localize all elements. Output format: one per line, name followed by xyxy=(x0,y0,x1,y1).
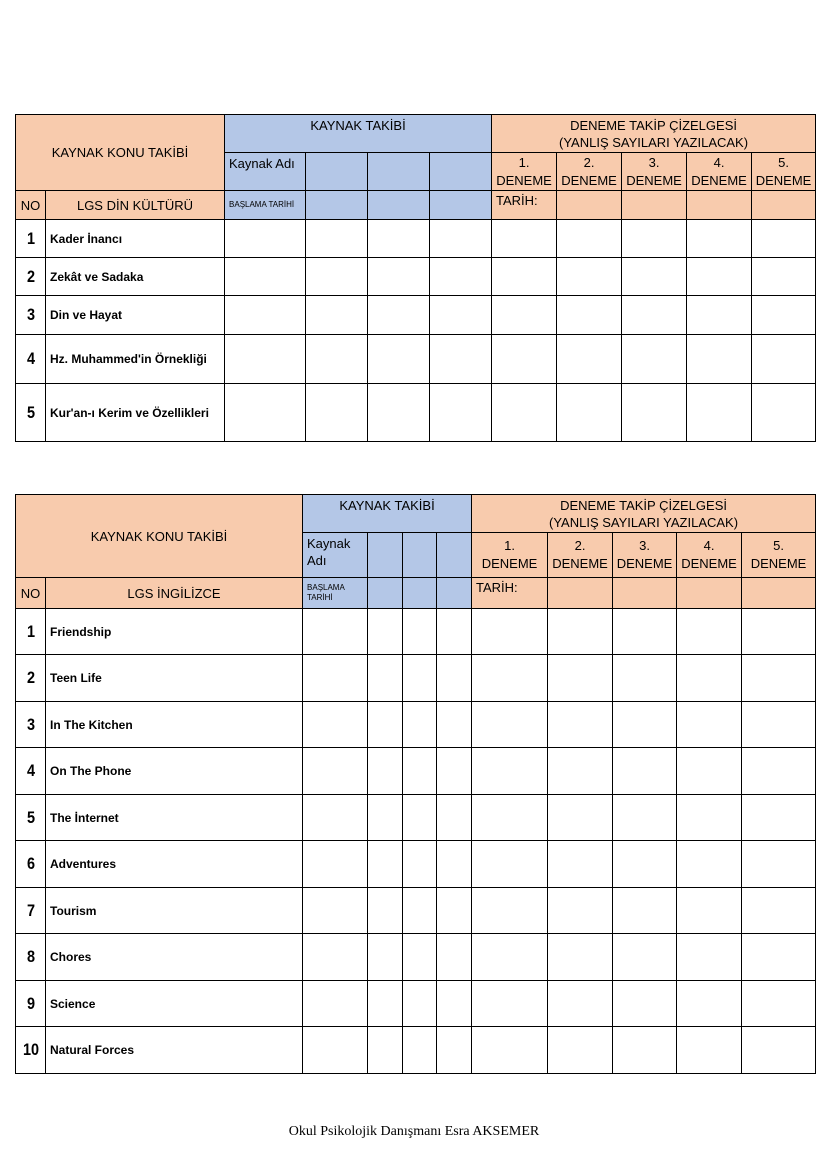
table-row xyxy=(16,609,816,655)
kaynak-adi-input[interactable] xyxy=(306,153,368,191)
kaynak-cell[interactable] xyxy=(368,296,430,335)
deneme-takip-header xyxy=(472,495,816,533)
deneme-5-header xyxy=(742,533,816,578)
deneme-number: 2. xyxy=(583,154,595,170)
tarih-cell xyxy=(472,578,548,609)
deneme-cell[interactable] xyxy=(472,934,548,981)
row-number: 9 xyxy=(18,981,44,1027)
baslama-tarihi-input[interactable] xyxy=(368,191,430,220)
row-number: 5 xyxy=(18,384,44,442)
row-topic: Zekât ve Sadaka xyxy=(46,258,225,296)
deneme-takip-header xyxy=(492,115,816,153)
kaynak-cell[interactable] xyxy=(368,981,403,1027)
deneme-4-header xyxy=(677,533,742,578)
kaynak-adi-input[interactable] xyxy=(368,533,403,578)
deneme-label: DENEME xyxy=(626,172,682,188)
deneme-cell[interactable] xyxy=(613,655,677,702)
deneme-cell[interactable] xyxy=(742,748,816,795)
table-row xyxy=(16,748,816,795)
deneme-title: DENEME TAKİP ÇİZELGESİ xyxy=(560,498,727,513)
row-number: 2 xyxy=(18,258,44,296)
tarih-input[interactable] xyxy=(752,191,816,220)
deneme-label: DENEME xyxy=(481,556,538,571)
kaynak-cell[interactable] xyxy=(437,841,472,888)
kaynak-cell[interactable] xyxy=(430,335,492,384)
deneme-number: 5. xyxy=(773,538,784,553)
deneme-cell[interactable] xyxy=(472,795,548,841)
row-topic: Friendship xyxy=(46,609,303,655)
table-row xyxy=(16,841,816,888)
row-number: 5 xyxy=(18,795,44,841)
kaynak-cell[interactable] xyxy=(368,220,430,258)
deneme-cell[interactable] xyxy=(742,1027,816,1074)
kaynak-cell[interactable] xyxy=(403,981,437,1027)
kaynak-adi-input[interactable] xyxy=(403,533,437,578)
tarih-cell xyxy=(492,191,557,220)
row-number: 2 xyxy=(18,655,44,702)
table-row xyxy=(16,1027,816,1074)
table-row xyxy=(16,981,816,1027)
deneme-cell[interactable] xyxy=(613,888,677,934)
kaynak-takibi-header xyxy=(303,495,472,533)
deneme-number: 3. xyxy=(639,538,650,553)
kaynak-cell[interactable] xyxy=(403,888,437,934)
deneme-cell[interactable] xyxy=(557,258,622,296)
deneme-label: DENEME xyxy=(681,556,737,571)
deneme-cell[interactable] xyxy=(687,384,752,442)
deneme-cell[interactable] xyxy=(687,220,752,258)
deneme-cell[interactable] xyxy=(472,609,548,655)
tarih-input[interactable] xyxy=(557,191,622,220)
deneme-cell[interactable] xyxy=(548,609,613,655)
deneme-cell[interactable] xyxy=(622,258,687,296)
row-topic: Adventures xyxy=(46,841,303,888)
row-number: 4 xyxy=(18,748,44,795)
deneme-cell[interactable] xyxy=(752,258,816,296)
row-number: 7 xyxy=(18,888,44,934)
row-topic: Kur'an-ı Kerim ve Özellikleri xyxy=(46,384,225,442)
deneme-cell[interactable] xyxy=(752,296,816,335)
kaynak-cell[interactable] xyxy=(303,702,368,748)
row-number: 8 xyxy=(18,934,44,981)
deneme-cell[interactable] xyxy=(548,841,613,888)
kaynak-cell[interactable] xyxy=(368,748,403,795)
deneme-1-header xyxy=(492,153,557,191)
deneme-cell[interactable] xyxy=(752,384,816,442)
kaynak-cell[interactable] xyxy=(437,795,472,841)
table-row xyxy=(16,220,816,258)
deneme-cell[interactable] xyxy=(492,384,557,442)
deneme-number: 3. xyxy=(648,154,660,170)
kaynak-adi-cell xyxy=(303,533,368,578)
table-row xyxy=(16,384,816,442)
deneme-cell[interactable] xyxy=(613,981,677,1027)
baslama-tarihi-cell xyxy=(225,191,306,220)
deneme-cell[interactable] xyxy=(613,609,677,655)
kaynak-cell[interactable] xyxy=(303,841,368,888)
row-topic: Teen Life xyxy=(46,655,303,702)
kaynak-adi-cell xyxy=(225,153,306,191)
deneme-cell[interactable] xyxy=(742,934,816,981)
deneme-cell[interactable] xyxy=(548,934,613,981)
ingilizce-topic-rows xyxy=(16,609,816,1074)
deneme-cell[interactable] xyxy=(677,702,742,748)
deneme-cell[interactable] xyxy=(472,841,548,888)
row-topic: Hz. Muhammed'in Örnekliği xyxy=(46,335,225,384)
deneme-cell[interactable] xyxy=(613,934,677,981)
deneme-2-header xyxy=(557,153,622,191)
deneme-cell[interactable] xyxy=(548,748,613,795)
deneme-label: DENEME xyxy=(691,172,747,188)
deneme-cell[interactable] xyxy=(752,220,816,258)
kaynak-adi-input[interactable] xyxy=(437,533,472,578)
kaynak-cell[interactable] xyxy=(306,258,368,296)
deneme-cell[interactable] xyxy=(492,335,557,384)
kaynak-cell[interactable] xyxy=(306,220,368,258)
kaynak-cell[interactable] xyxy=(368,335,430,384)
kaynak-cell[interactable] xyxy=(403,795,437,841)
deneme-cell[interactable] xyxy=(472,748,548,795)
deneme-cell[interactable] xyxy=(492,258,557,296)
kaynak-cell[interactable] xyxy=(437,934,472,981)
deneme-label: DENEME xyxy=(496,172,552,188)
deneme-cell[interactable] xyxy=(472,655,548,702)
kaynak-cell[interactable] xyxy=(303,655,368,702)
deneme-cell[interactable] xyxy=(742,841,816,888)
kaynak-cell[interactable] xyxy=(403,1027,437,1074)
deneme-cell[interactable] xyxy=(677,655,742,702)
kaynak-cell[interactable] xyxy=(225,296,306,335)
no-header-label: NO xyxy=(20,585,41,601)
konu-takibi-header xyxy=(16,115,225,191)
subject-label: LGS İNGİLİZCE xyxy=(127,585,221,601)
table-row xyxy=(16,655,816,702)
deneme-cell[interactable] xyxy=(687,335,752,384)
kaynak-cell[interactable] xyxy=(303,1027,368,1074)
kaynak-takibi-header xyxy=(225,115,492,153)
deneme-cell[interactable] xyxy=(687,296,752,335)
deneme-cell[interactable] xyxy=(548,1027,613,1074)
table-row xyxy=(16,258,816,296)
deneme-subtitle: (YANLIŞ SAYILARI YAZILACAK) xyxy=(559,135,749,150)
row-topic: On The Phone xyxy=(46,748,303,795)
kaynak-cell[interactable] xyxy=(306,335,368,384)
deneme-label: DENEME xyxy=(755,172,812,188)
deneme-cell[interactable] xyxy=(622,335,687,384)
kaynak-cell[interactable] xyxy=(303,609,368,655)
table-row xyxy=(16,888,816,934)
deneme-cell[interactable] xyxy=(548,795,613,841)
deneme-cell[interactable] xyxy=(622,220,687,258)
kaynak-cell[interactable] xyxy=(225,258,306,296)
tarih-input[interactable] xyxy=(677,578,742,609)
deneme-cell[interactable] xyxy=(742,795,816,841)
tarih-label: TARİH: xyxy=(496,193,538,208)
row-topic: Natural Forces xyxy=(46,1027,303,1074)
deneme-cell[interactable] xyxy=(472,888,548,934)
tarih-input[interactable] xyxy=(742,578,816,609)
baslama-tarihi-label: BAŞLAMA TARİHİ xyxy=(307,583,345,602)
kaynak-cell[interactable] xyxy=(368,1027,403,1074)
kaynak-cell[interactable] xyxy=(303,888,368,934)
subject-label: LGS DİN KÜLTÜRÜ xyxy=(76,197,194,213)
row-number: 3 xyxy=(18,296,44,335)
baslama-tarihi-cell xyxy=(303,578,368,609)
kaynak-cell[interactable] xyxy=(303,934,368,981)
deneme-4-header xyxy=(687,153,752,191)
deneme-label: DENEME xyxy=(561,172,617,188)
din-kulturu-table xyxy=(15,114,816,442)
kaynak-cell[interactable] xyxy=(437,981,472,1027)
deneme-subtitle: (YANLIŞ SAYILARI YAZILACAK) xyxy=(549,515,739,530)
kaynak-cell[interactable] xyxy=(403,702,437,748)
deneme-cell[interactable] xyxy=(677,795,742,841)
kaynak-cell[interactable] xyxy=(306,296,368,335)
konu-takibi-header xyxy=(16,495,303,578)
konu-takibi-label: KAYNAK KONU TAKİBİ xyxy=(90,528,228,544)
deneme-cell[interactable] xyxy=(622,296,687,335)
kaynak-cell[interactable] xyxy=(368,655,403,702)
kaynak-cell[interactable] xyxy=(368,609,403,655)
kaynak-cell[interactable] xyxy=(368,795,403,841)
deneme-cell[interactable] xyxy=(548,655,613,702)
baslama-tarihi-input[interactable] xyxy=(430,191,492,220)
deneme-5-header xyxy=(752,153,816,191)
subject-header xyxy=(46,578,303,609)
deneme-2-header xyxy=(548,533,613,578)
deneme-cell[interactable] xyxy=(613,841,677,888)
deneme-cell[interactable] xyxy=(548,702,613,748)
deneme-cell[interactable] xyxy=(613,795,677,841)
no-header-label: NO xyxy=(20,197,41,213)
tarih-input[interactable] xyxy=(613,578,677,609)
row-topic: Chores xyxy=(46,934,303,981)
kaynak-cell[interactable] xyxy=(437,655,472,702)
deneme-cell[interactable] xyxy=(752,335,816,384)
kaynak-adi-input[interactable] xyxy=(368,153,430,191)
row-topic: Din ve Hayat xyxy=(46,296,225,335)
kaynak-cell[interactable] xyxy=(225,335,306,384)
tarih-input[interactable] xyxy=(548,578,613,609)
row-number: 6 xyxy=(18,841,44,888)
deneme-cell[interactable] xyxy=(677,1027,742,1074)
deneme-cell[interactable] xyxy=(742,609,816,655)
subject-header xyxy=(46,191,225,220)
table-row xyxy=(16,702,816,748)
deneme-cell[interactable] xyxy=(472,1027,548,1074)
kaynak-takibi-label: KAYNAK TAKİBİ xyxy=(339,498,435,513)
row-topic: Science xyxy=(46,981,303,1027)
deneme-cell[interactable] xyxy=(492,296,557,335)
kaynak-cell[interactable] xyxy=(368,888,403,934)
kaynak-cell[interactable] xyxy=(303,981,368,1027)
deneme-cell[interactable] xyxy=(557,220,622,258)
kaynak-cell[interactable] xyxy=(437,702,472,748)
kaynak-cell[interactable] xyxy=(403,934,437,981)
row-number: 3 xyxy=(18,702,44,748)
deneme-cell[interactable] xyxy=(548,981,613,1027)
kaynak-cell[interactable] xyxy=(403,655,437,702)
deneme-cell[interactable] xyxy=(613,1027,677,1074)
deneme-cell[interactable] xyxy=(677,748,742,795)
kaynak-cell[interactable] xyxy=(368,258,430,296)
kaynak-cell[interactable] xyxy=(430,258,492,296)
table-row xyxy=(16,296,816,335)
deneme-cell[interactable] xyxy=(557,384,622,442)
kaynak-cell[interactable] xyxy=(368,841,403,888)
row-topic: Kader İnancı xyxy=(46,220,225,258)
row-topic: Tourism xyxy=(46,888,303,934)
deneme-cell[interactable] xyxy=(613,748,677,795)
deneme-cell[interactable] xyxy=(622,384,687,442)
kaynak-cell[interactable] xyxy=(403,841,437,888)
deneme-cell[interactable] xyxy=(687,258,752,296)
no-header xyxy=(16,578,46,609)
ingilizce-table xyxy=(15,494,816,1074)
kaynak-adi-label: Kaynak Adı xyxy=(307,536,351,568)
kaynak-cell[interactable] xyxy=(368,384,430,442)
deneme-number: 1. xyxy=(504,538,515,553)
deneme-cell[interactable] xyxy=(492,220,557,258)
deneme-3-header xyxy=(613,533,677,578)
konu-takibi-label: KAYNAK KONU TAKİBİ xyxy=(51,145,189,160)
kaynak-cell[interactable] xyxy=(430,220,492,258)
deneme-cell[interactable] xyxy=(472,981,548,1027)
deneme-cell[interactable] xyxy=(742,655,816,702)
deneme-number: 4. xyxy=(703,538,715,553)
deneme-cell[interactable] xyxy=(742,702,816,748)
table-row xyxy=(16,335,816,384)
deneme-title: DENEME TAKİP ÇİZELGESİ xyxy=(570,118,737,133)
deneme-1-header xyxy=(472,533,548,578)
kaynak-takibi-label: KAYNAK TAKİBİ xyxy=(310,118,406,133)
kaynak-cell[interactable] xyxy=(437,1027,472,1074)
deneme-label: DENEME xyxy=(616,556,673,571)
row-number: 1 xyxy=(18,609,44,655)
kaynak-cell[interactable] xyxy=(437,888,472,934)
table-row xyxy=(16,795,816,841)
baslama-tarihi-input[interactable] xyxy=(306,191,368,220)
kaynak-cell[interactable] xyxy=(437,609,472,655)
kaynak-cell[interactable] xyxy=(368,702,403,748)
deneme-number: 5. xyxy=(778,154,789,170)
kaynak-adi-input[interactable] xyxy=(430,153,492,191)
deneme-label: DENEME xyxy=(552,556,608,571)
baslama-tarihi-input[interactable] xyxy=(437,578,472,609)
deneme-3-header xyxy=(622,153,687,191)
baslama-tarihi-input[interactable] xyxy=(403,578,437,609)
kaynak-cell[interactable] xyxy=(303,748,368,795)
kaynak-cell[interactable] xyxy=(430,296,492,335)
kaynak-cell[interactable] xyxy=(430,384,492,442)
row-number: 10 xyxy=(18,1027,44,1074)
baslama-tarihi-label: BAŞLAMA TARİHİ xyxy=(229,200,295,209)
deneme-cell[interactable] xyxy=(613,702,677,748)
deneme-cell[interactable] xyxy=(557,335,622,384)
kaynak-adi-label: Kaynak Adı xyxy=(229,156,295,171)
deneme-number: 4. xyxy=(713,154,725,170)
kaynak-cell[interactable] xyxy=(306,384,368,442)
deneme-cell[interactable] xyxy=(677,981,742,1027)
kaynak-cell[interactable] xyxy=(403,748,437,795)
table-row xyxy=(16,934,816,981)
deneme-cell[interactable] xyxy=(742,888,816,934)
baslama-tarihi-input[interactable] xyxy=(368,578,403,609)
tarih-input[interactable] xyxy=(687,191,752,220)
no-header xyxy=(16,191,46,220)
deneme-number: 2. xyxy=(574,538,586,553)
deneme-cell[interactable] xyxy=(742,981,816,1027)
din-topic-rows xyxy=(16,220,816,442)
kaynak-cell[interactable] xyxy=(437,748,472,795)
deneme-cell[interactable] xyxy=(677,934,742,981)
row-topic: In The Kitchen xyxy=(46,702,303,748)
row-topic: The İnternet xyxy=(46,795,303,841)
kaynak-cell[interactable] xyxy=(368,934,403,981)
row-number: 1 xyxy=(18,220,44,258)
footer-credit: Okul Psikolojik Danışmanı Esra AKSEMER xyxy=(288,1124,540,1139)
deneme-cell[interactable] xyxy=(472,702,548,748)
kaynak-cell[interactable] xyxy=(303,795,368,841)
deneme-cell[interactable] xyxy=(548,888,613,934)
deneme-cell[interactable] xyxy=(557,296,622,335)
deneme-label: DENEME xyxy=(750,556,807,571)
deneme-number: 1. xyxy=(518,154,530,170)
row-number: 4 xyxy=(18,335,44,384)
kaynak-cell[interactable] xyxy=(403,609,437,655)
tarih-label: TARİH: xyxy=(476,580,518,595)
deneme-cell[interactable] xyxy=(677,841,742,888)
deneme-cell[interactable] xyxy=(677,888,742,934)
kaynak-cell[interactable] xyxy=(225,220,306,258)
tarih-input[interactable] xyxy=(622,191,687,220)
deneme-cell[interactable] xyxy=(677,609,742,655)
kaynak-cell[interactable] xyxy=(225,384,306,442)
